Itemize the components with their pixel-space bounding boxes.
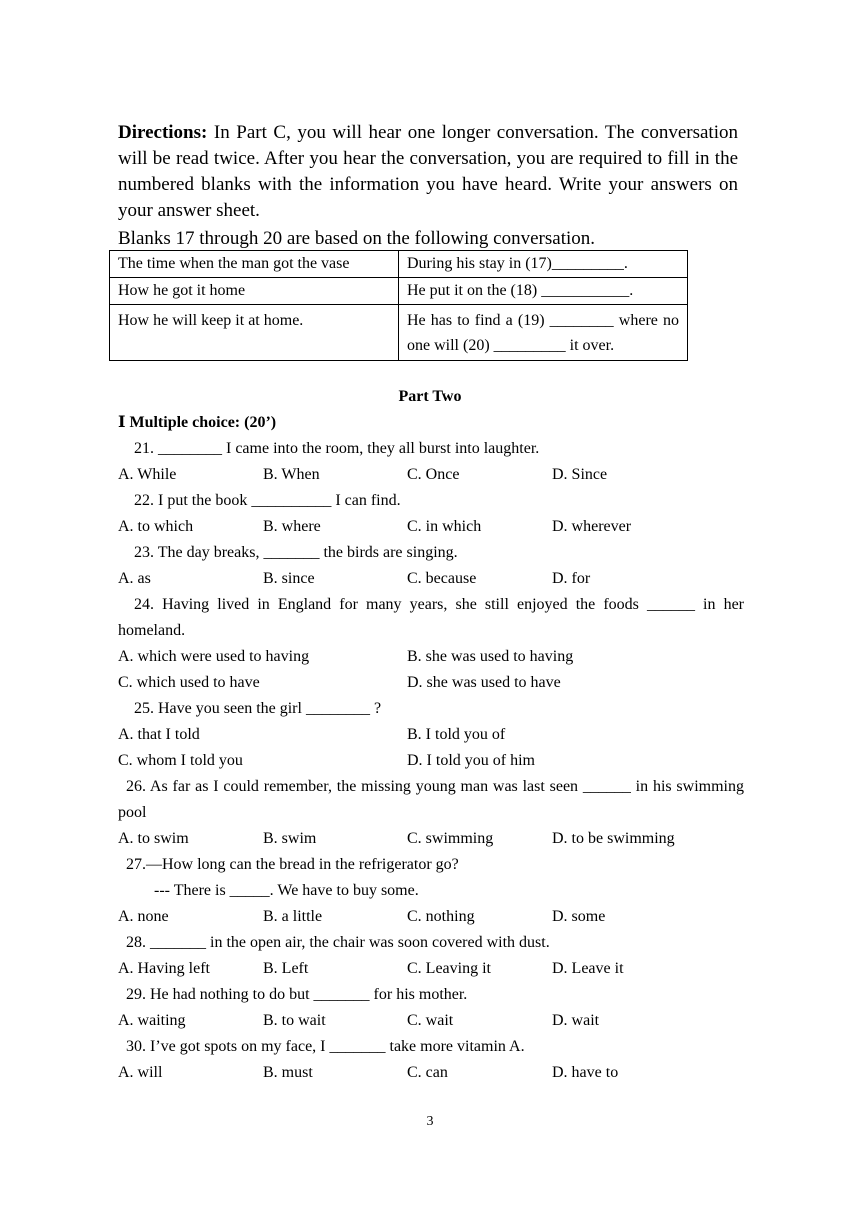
option: D. Leave it bbox=[552, 960, 624, 977]
option: C. because bbox=[407, 570, 477, 587]
question-stem: 24. Having lived in England for many years, she still enjoyed the foods ______ in her homeland. bbox=[118, 596, 744, 639]
option: D. Since bbox=[552, 466, 608, 483]
directions-label: Directions: bbox=[118, 122, 208, 143]
option: B. she was used to having bbox=[407, 648, 574, 665]
option: C. nothing bbox=[407, 908, 475, 925]
option: C. Once bbox=[407, 466, 460, 483]
option: D. she was used to have bbox=[407, 674, 561, 691]
option: B. since bbox=[263, 570, 315, 587]
question-stem: 25. Have you seen the girl ________ ? bbox=[134, 700, 382, 717]
question-stem-reply: --- There is _____. We have to buy some. bbox=[154, 882, 419, 899]
table-cell: He has to find a (19) ________ where no one will (20) _________ it over. bbox=[399, 305, 688, 361]
table-cell: During his stay in (17)_________. bbox=[399, 251, 688, 278]
option: D. for bbox=[552, 570, 591, 587]
table-cell: How he will keep it at home. bbox=[110, 305, 399, 361]
option: B. When bbox=[263, 466, 320, 483]
option: D. wait bbox=[552, 1012, 600, 1029]
directions-text: In Part C, you will hear one longer conversation. The conversation will be read twice. After you hear the conversation, you are required to fill in the numbered blanks with the information you have heard. Write your answers on your answer sheet. bbox=[118, 122, 738, 221]
option: C. wait bbox=[407, 1012, 454, 1029]
option: B. I told you of bbox=[407, 726, 506, 743]
table-row bbox=[110, 251, 688, 278]
option: A. will bbox=[118, 1064, 163, 1081]
option: C. in which bbox=[407, 518, 482, 535]
option: B. to wait bbox=[263, 1012, 326, 1029]
option: A. waiting bbox=[118, 1012, 186, 1029]
directions-paragraph bbox=[118, 120, 738, 224]
question-stem: 29. He had nothing to do but _______ for his mother. bbox=[126, 986, 468, 1003]
question-stem: 22. I put the book __________ I can find. bbox=[134, 492, 401, 509]
option: B. swim bbox=[263, 830, 317, 847]
option: B. where bbox=[263, 518, 321, 535]
option: C. Leaving it bbox=[407, 960, 491, 977]
page-number: 3 bbox=[426, 1114, 434, 1129]
table-cell: He put it on the (18) ___________. bbox=[399, 278, 688, 305]
option: C. can bbox=[407, 1064, 448, 1081]
option: D. I told you of him bbox=[407, 752, 535, 769]
option: D. some bbox=[552, 908, 606, 925]
question-stem: 30. I’ve got spots on my face, I _______ take more vitamin A. bbox=[126, 1038, 525, 1055]
table-cell: How he got it home bbox=[110, 278, 399, 305]
question-stem: 27.—How long can the bread in the refrigerator go? bbox=[126, 856, 459, 873]
option: A. none bbox=[118, 908, 169, 925]
option: B. Left bbox=[263, 960, 309, 977]
option: A. which were used to having bbox=[118, 648, 310, 665]
option: C. swimming bbox=[407, 830, 494, 847]
option: D. wherever bbox=[552, 518, 632, 535]
conversation-table bbox=[109, 250, 688, 361]
question-stem: 26. As far as I could remember, the missing young man was last seen ______ in his swimming pool bbox=[118, 778, 744, 821]
option: C. which used to have bbox=[118, 674, 260, 691]
option: A. to which bbox=[118, 518, 194, 535]
blanks-instruction: Blanks 17 through 20 are based on the following conversation. bbox=[118, 228, 596, 249]
table-row bbox=[110, 305, 688, 361]
option: D. to be swimming bbox=[552, 830, 675, 847]
option: C. whom I told you bbox=[118, 752, 243, 769]
question-stem: 28. _______ in the open air, the chair was soon covered with dust. bbox=[126, 934, 550, 951]
table-row bbox=[110, 278, 688, 305]
section-title: Ⅰ Multiple choice: (20’) bbox=[118, 414, 277, 431]
question-stem: 21. ________ I came into the room, they all burst into laughter. bbox=[134, 440, 540, 457]
option: A. that I told bbox=[118, 726, 200, 743]
option: D. have to bbox=[552, 1064, 619, 1081]
option: A. Having left bbox=[118, 960, 210, 977]
option: A. as bbox=[118, 570, 151, 587]
option: A. While bbox=[118, 466, 177, 483]
table-cell: The time when the man got the vase bbox=[110, 251, 399, 278]
part-title: Part Two bbox=[398, 388, 462, 405]
question-stem: 23. The day breaks, _______ the birds are singing. bbox=[134, 544, 458, 561]
option: A. to swim bbox=[118, 830, 189, 847]
option: B. a little bbox=[263, 908, 323, 925]
option: B. must bbox=[263, 1064, 313, 1081]
